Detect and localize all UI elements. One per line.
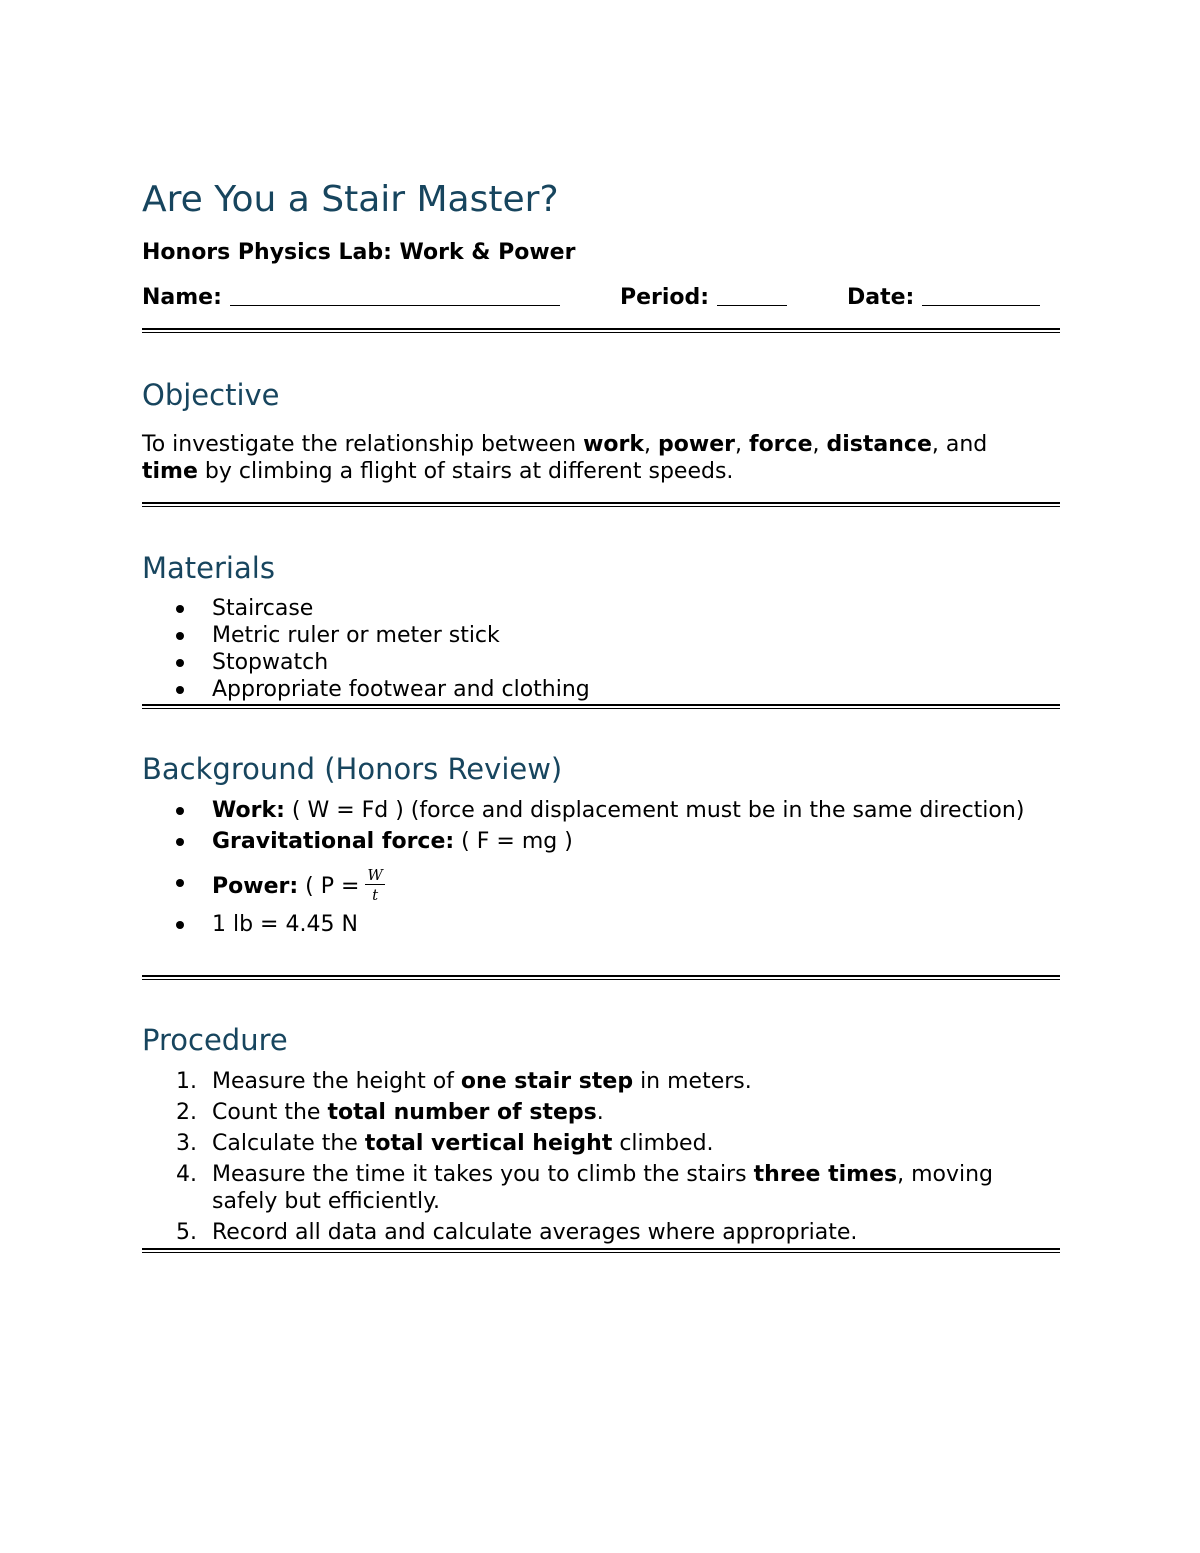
section-divider <box>142 502 1060 507</box>
section-divider <box>142 1248 1060 1253</box>
material-label: Appropriate footwear and clothing <box>212 677 590 702</box>
objective-sep: , and <box>931 432 988 457</box>
list-item <box>142 866 1060 905</box>
step-text: , moving safely but efficiently. <box>212 1162 994 1214</box>
lab-subtitle: Honors Physics Lab: Work & Power <box>142 240 576 265</box>
student-info-fields <box>142 283 1060 313</box>
step-emphasis: total number of steps <box>327 1100 597 1125</box>
bullet-icon <box>176 605 184 613</box>
procedure-list <box>142 1068 1060 1246</box>
list-item <box>142 1130 1060 1157</box>
work-formula: ( W = Fd ) (force and displacement must be in the same direction) <box>284 798 1025 823</box>
list-item <box>142 911 1060 938</box>
objective-text-end: by climbing a flight of stairs at different speeds. <box>197 459 734 484</box>
material-label: Stopwatch <box>212 650 329 675</box>
material-label: Staircase <box>212 596 314 621</box>
list-item <box>142 1219 1060 1246</box>
period-field <box>620 283 787 313</box>
background-heading: Background (Honors Review) <box>142 752 563 786</box>
worksheet-page <box>142 0 1060 1553</box>
step-text: . <box>596 1100 604 1125</box>
step-emphasis: one stair step <box>460 1069 634 1094</box>
objective-heading: Objective <box>142 378 280 412</box>
list-item <box>142 828 1060 855</box>
date-label: Date: <box>847 285 915 310</box>
date-blank[interactable] <box>922 283 1040 306</box>
section-divider <box>142 704 1060 709</box>
section-divider <box>142 975 1060 980</box>
list-item <box>142 1099 1060 1126</box>
list-item <box>142 797 1060 824</box>
power-formula: ( P = <box>298 874 360 899</box>
objective-term-force: force <box>749 432 813 457</box>
step-number: 2. <box>176 1100 197 1125</box>
list-item <box>142 622 1060 649</box>
procedure-heading: Procedure <box>142 1023 288 1057</box>
list-item <box>142 1068 1060 1095</box>
bullet-icon <box>176 921 184 929</box>
bullet-icon <box>176 807 184 815</box>
objective-text-start: To investigate the relationship between <box>142 432 584 457</box>
materials-heading: Materials <box>142 551 275 585</box>
step-text: Measure the height of <box>212 1069 461 1094</box>
step-text: Calculate the <box>212 1131 365 1156</box>
name-field <box>142 283 560 313</box>
objective-term-power: power <box>658 432 735 457</box>
bullet-icon <box>176 632 184 640</box>
unit-conversion: 1 lb = 4.45 N <box>212 912 358 937</box>
step-emphasis: total vertical height <box>364 1131 613 1156</box>
list-item <box>142 1161 1060 1215</box>
bullet-icon <box>176 686 184 694</box>
step-text: in meters. <box>633 1069 752 1094</box>
step-number: 5. <box>176 1220 197 1245</box>
objective-text <box>142 431 1060 485</box>
bullet-icon <box>176 838 184 846</box>
power-fraction <box>365 867 384 903</box>
objective-sep: , <box>735 432 749 457</box>
background-list <box>142 797 1060 938</box>
bullet-icon <box>176 879 184 887</box>
gravity-formula: ( F = mg ) <box>454 829 573 854</box>
bullet-icon <box>176 659 184 667</box>
objective-term-distance: distance <box>826 432 932 457</box>
name-label: Name: <box>142 285 222 310</box>
objective-sep: , <box>644 432 659 457</box>
materials-list <box>142 595 1060 703</box>
name-blank[interactable] <box>230 283 560 306</box>
list-item <box>142 649 1060 676</box>
gravity-label: Gravitational force: <box>212 829 455 854</box>
date-field <box>847 283 1040 313</box>
page-title: Are You a Stair Master? <box>142 179 559 220</box>
step-number: 4. <box>176 1162 197 1187</box>
step-number: 3. <box>176 1131 197 1156</box>
section-divider <box>142 328 1060 333</box>
power-label: Power: <box>212 874 299 899</box>
step-text: Measure the time it takes you to climb the stairs <box>212 1162 754 1187</box>
step-number: 1. <box>176 1069 197 1094</box>
fraction-numerator: W <box>367 866 383 884</box>
work-label: Work: <box>212 798 285 823</box>
step-text: climbed. <box>612 1131 714 1156</box>
step-emphasis: three times <box>753 1162 898 1187</box>
step-text: Count the <box>212 1100 328 1125</box>
objective-sep: , <box>812 432 827 457</box>
fraction-denominator: t <box>372 886 379 904</box>
objective-term-work: work <box>583 432 645 457</box>
period-label: Period: <box>620 285 710 310</box>
objective-term-time: time <box>142 459 198 484</box>
period-blank[interactable] <box>717 283 787 306</box>
list-item <box>142 676 1060 703</box>
material-label: Metric ruler or meter stick <box>212 623 500 648</box>
step-text: Record all data and calculate averages where appropriate. <box>212 1220 858 1245</box>
list-item <box>142 595 1060 622</box>
